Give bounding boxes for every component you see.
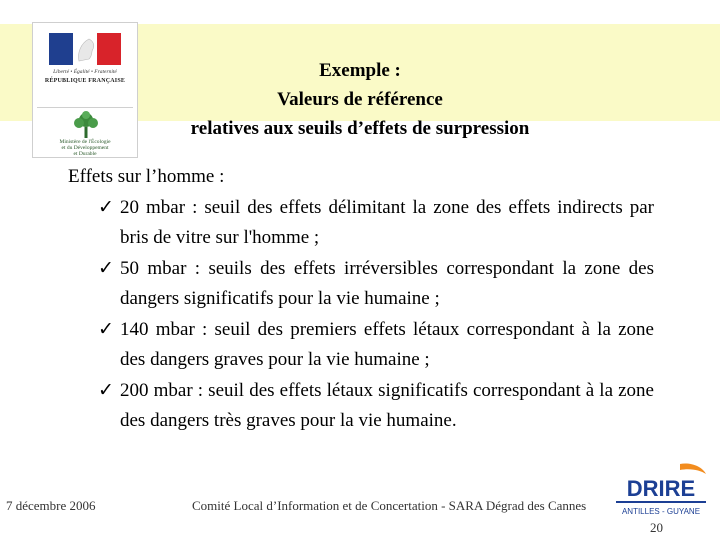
slide-body [68, 162, 654, 437]
checkmark-icon: ✓ [98, 379, 114, 401]
list-item-text: 140 mbar : seuil des premiers effets létaux correspondant à la zone des dangers graves pour la vie humaine ; [120, 318, 654, 370]
footer-committee: Comité Local d’Information et de Concertation - SARA Dégrad des Cannes [192, 498, 587, 513]
tree-icon [71, 111, 101, 139]
list-item [68, 193, 654, 254]
slide-title [140, 56, 580, 143]
page-number: 20 [650, 520, 663, 535]
checkmark-icon: ✓ [98, 196, 114, 218]
drire-name: DRIRE [626, 476, 696, 501]
title-line-2: Valeurs de référence [277, 89, 443, 110]
section-heading: Effets sur l’homme : [68, 166, 225, 187]
list-item [68, 376, 654, 437]
title-line-1: Exemple : [319, 60, 401, 81]
logo-panel [32, 22, 138, 158]
list-item-text: 200 mbar : seuil des effets létaux significatifs correspondant à la zone des dangers très graves pour la vie humaine. [120, 379, 654, 431]
title-line-3: relatives aux seuils d’effets de surpression [190, 118, 530, 139]
republique-francaise-logo [39, 29, 131, 103]
list-item [68, 315, 654, 376]
footer-date: 7 décembre 2006 [6, 498, 96, 513]
list-item-text: 50 mbar : seuils des effets irréversibles correspondant la zone des dangers significatifs pour la vie humaine ; [120, 257, 654, 309]
marianne-flag-icon [49, 33, 121, 65]
list-item [68, 254, 654, 315]
republique-name: RÉPUBLIQUE FRANÇAISE [44, 78, 126, 84]
checkmark-icon: ✓ [98, 318, 114, 340]
checkmark-icon: ✓ [98, 257, 114, 279]
republique-motto: Liberté • Égalité • Fraternité [53, 69, 117, 75]
ministry-logo [39, 111, 131, 155]
logo-divider [37, 107, 133, 108]
drire-region: ANTILLES - GUYANE [621, 507, 701, 516]
list-item-text: 20 mbar : seuil des effets délimitant la zone des effets indirects par bris de vitre sur l'homme ; [120, 196, 654, 248]
ministry-name: Ministère de l'Écologie et du Développement et Durable [59, 139, 111, 157]
drire-logo [610, 460, 712, 520]
